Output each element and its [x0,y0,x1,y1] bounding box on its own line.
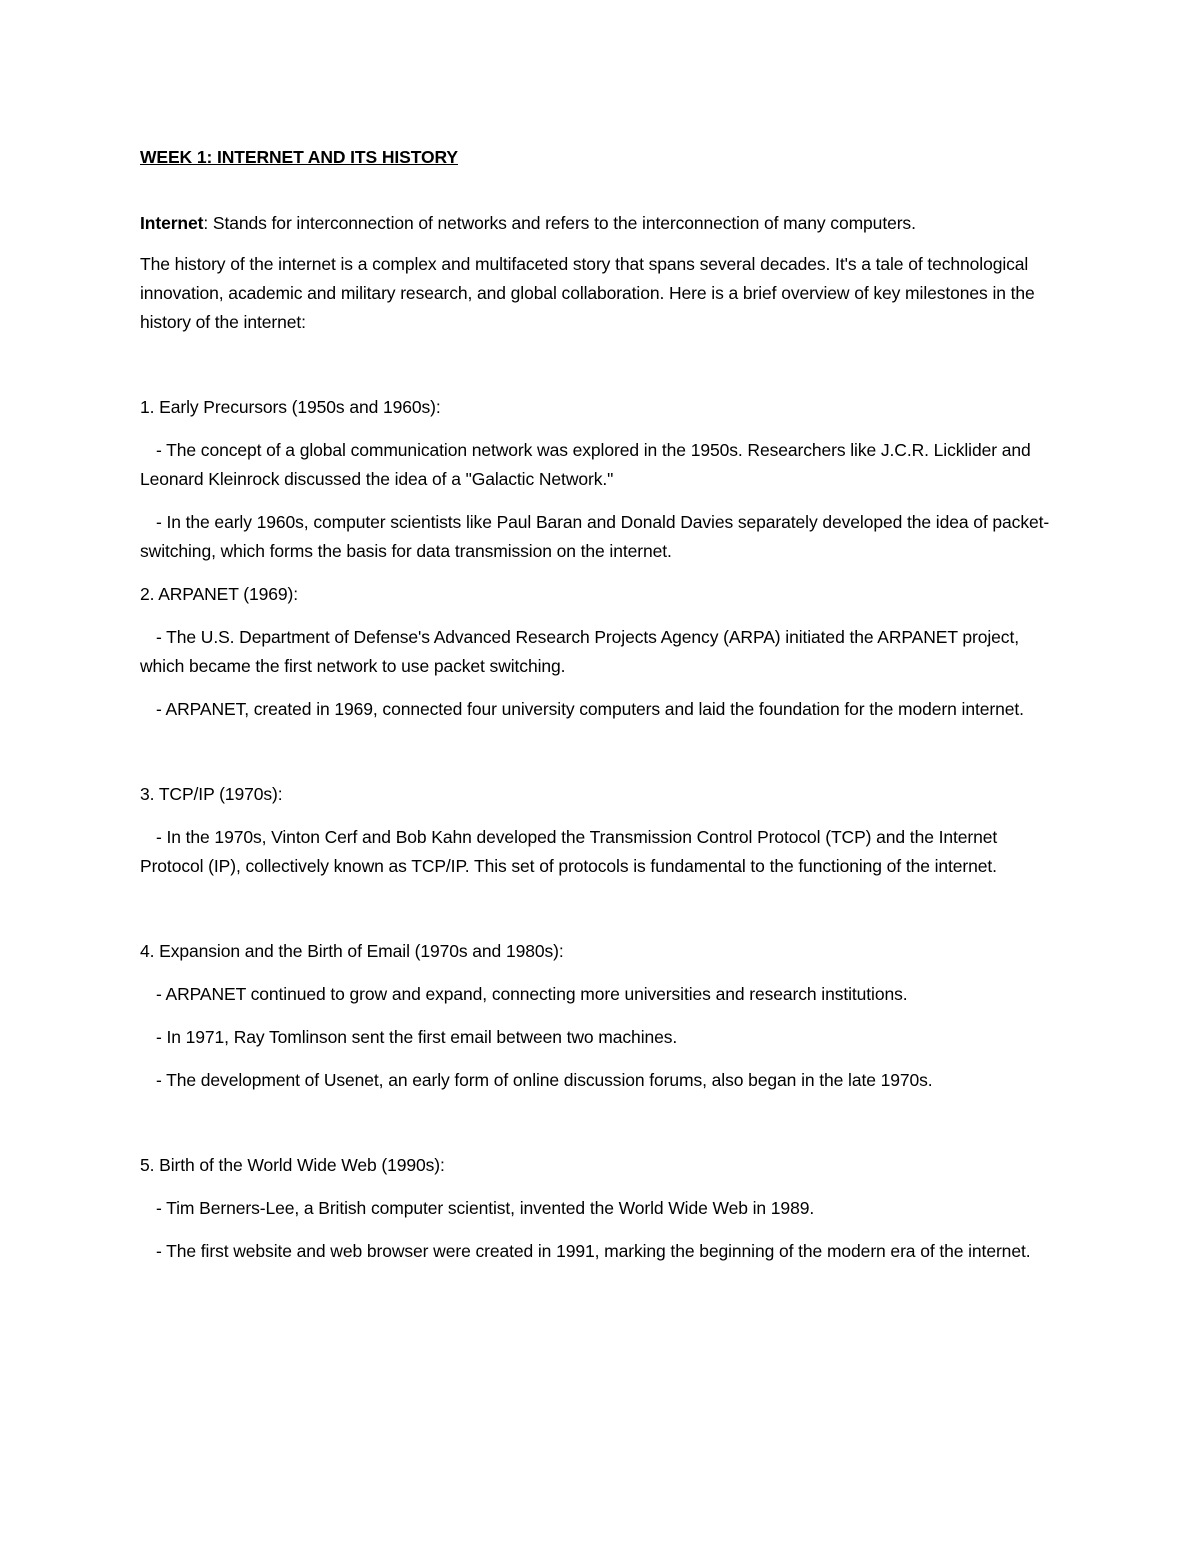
bullet-item: - The first website and web browser were created in 1991, marking the beginning of the modern era of the internet. [156,1241,1031,1261]
section-heading-world-wide-web: 5. Birth of the World Wide Web (1990s): [140,1155,445,1175]
bullet-item: - ARPANET, created in 1969, connected four university computers and laid the foundation for the modern internet. [156,699,1024,719]
section-heading-arpanet: 2. ARPANET (1969): [140,584,299,604]
intro-definition-text: : Stands for interconnection of networks and refers to the interconnection of many computers. [203,213,916,233]
bullet-item: - The development of Usenet, an early form of online discussion forums, also began in the late 1970s. [156,1070,933,1090]
bullet-item: - In 1971, Ray Tomlinson sent the first email between two machines. [156,1027,678,1047]
bullet-item: - The U.S. Department of Defense's Advanced Research Projects Agency (ARPA) initiated the ARPANET project, which became the first network to use packet switching. [140,627,1019,676]
intro-term: Internet [140,213,204,233]
section-heading-tcp-ip: 3. TCP/IP (1970s): [140,784,283,804]
section-heading-early-precursors: 1. Early Precursors (1950s and 1960s): [140,397,441,417]
bullet-item: - In the early 1960s, computer scientists like Paul Baran and Donald Davies separately developed the idea of packet-switching, which forms the basis for data transmission on the internet. [140,512,1050,561]
document-body [140,143,1060,1280]
bullet-item: - In the 1970s, Vinton Cerf and Bob Kahn developed the Transmission Control Protocol (TCP) and the Internet Protocol (IP), collectively known as TCP/IP. This set of protocols is fundamental to the functioning of the internet. [140,827,998,876]
bullet-item: - Tim Berners-Lee, a British computer scientist, invented the World Wide Web in 1989. [156,1198,815,1218]
section-heading-email: 4. Expansion and the Birth of Email (1970s and 1980s): [140,941,564,961]
bullet-item: - The concept of a global communication network was explored in the 1950s. Researchers like J.C.R. Licklider and Leonard Kleinrock discussed the idea of a "Galactic Network." [140,440,1031,489]
overview-paragraph: The history of the internet is a complex and multifaceted story that spans several decades. It's a tale of technological innovation, academic and military research, and global collaboration. Here is a brief overview of key milestones in the history of the internet: [140,254,1035,332]
bullet-item: - ARPANET continued to grow and expand, connecting more universities and research institutions. [156,984,908,1004]
intro-definition [140,209,1060,238]
document-title: WEEK 1: INTERNET AND ITS HISTORY [140,147,458,167]
